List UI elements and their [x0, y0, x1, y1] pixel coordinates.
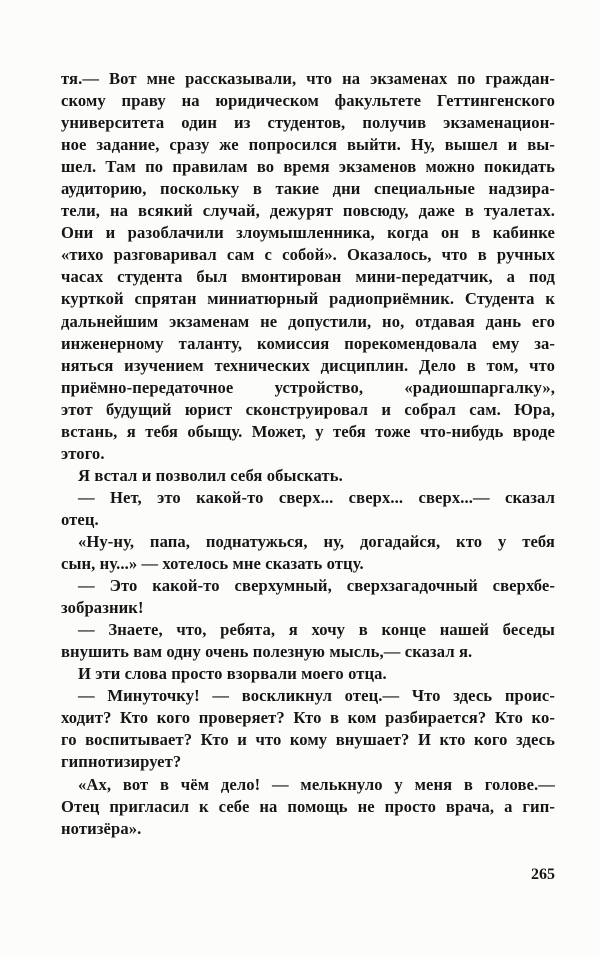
text-line: Отец пригласил к себе на помощь не просто врача, а гип-	[61, 796, 555, 816]
text-line: — Знаете, что, ребята, я хочу в конце нашей беседы	[78, 620, 555, 640]
paragraph	[61, 663, 555, 685]
text-line: приёмно-передаточное устройство, «радиошпаргалку»,	[61, 377, 555, 397]
paragraph	[61, 774, 555, 840]
text-line: этого.	[61, 443, 105, 463]
paragraph	[61, 619, 555, 663]
paragraph	[61, 487, 555, 531]
text-line: «Ах, вот в чём дело! — мелькнуло у меня в голове.—	[78, 774, 555, 794]
text-line: тели, на всякий случай, дежурят повсюду, даже в туалетах.	[61, 201, 555, 221]
paragraph	[61, 575, 555, 619]
text-line: скому праву на юридическом факультете Геттингенского	[61, 91, 555, 111]
paragraph	[61, 531, 555, 575]
text-line: нотизёра».	[61, 818, 142, 838]
paragraph	[61, 68, 555, 465]
text-line: дальнейшим экзаменам не допустили, но, отдавая дань его	[61, 311, 555, 331]
paragraph	[61, 465, 555, 487]
text-line: — Это какой-то сверхумный, сверхзагадочный сверхбе-	[78, 576, 555, 596]
text-line: няться изучением технических дисциплин. Дело в том, что	[61, 355, 555, 375]
text-line: — Минуточку! — воскликнул отец.— Что здесь проис-	[78, 686, 555, 706]
text-line: отец.	[61, 509, 99, 529]
paragraph	[61, 685, 555, 773]
text-line: этот будущий юрист сконструировал и собрал сам. Юра,	[61, 399, 555, 419]
text-line: Я встал и позволил себя обыскать.	[78, 465, 343, 485]
text-line: Они и разоблачили злоумышленника, когда он в кабинке	[61, 223, 555, 243]
text-line: университета один из студентов, получив экзаменацион-	[61, 113, 555, 133]
page-number: 265	[531, 866, 555, 883]
text-line: «Ну-ну, папа, поднатужься, ну, догадайся, кто у тебя	[78, 531, 555, 551]
page-body-text	[61, 68, 555, 840]
text-line: аудиторию, поскольку в такие дни специальные надзира-	[61, 179, 555, 199]
text-line: внушить вам одну очень полезную мысль,— сказал я.	[61, 642, 473, 662]
text-line: курткой спрятан миниатюрный радиоприёмник. Студента к	[61, 289, 555, 309]
text-line: часах студента был вмонтирован мини-передатчик, а под	[61, 267, 555, 287]
text-line: И эти слова просто взорвали моего отца.	[78, 664, 387, 684]
text-line: зобразник!	[61, 598, 144, 618]
text-line: инженерному таланту, комиссия порекомендовала ему за-	[61, 333, 555, 353]
text-line: «тихо разговаривал сам с собой». Оказалось, что в ручных	[61, 245, 555, 265]
text-line: тя.— Вот мне рассказывали, что на экзаменах по граждан-	[61, 69, 555, 88]
text-line: встань, я тебя обыщу. Может, у тебя тоже что-нибудь вроде	[61, 421, 555, 441]
text-line: ное задание, сразу же попросился выйти. Ну, вышел и вы-	[61, 135, 555, 155]
text-line: гипнотизирует?	[61, 752, 182, 772]
text-line: — Нет, это какой-то сверх... сверх... сверх...— сказал	[78, 487, 555, 507]
text-line: го воспитывает? Кто и что кому внушает? И кто кого здесь	[61, 730, 555, 750]
text-line: шел. Там по правилам во время экзаменов можно покидать	[61, 157, 555, 177]
text-line: ходит? Кто кого проверяет? Кто в ком разбирается? Кто ко-	[61, 708, 555, 728]
text-line: сын, ну...» — хотелось мне сказать отцу.	[61, 554, 364, 574]
